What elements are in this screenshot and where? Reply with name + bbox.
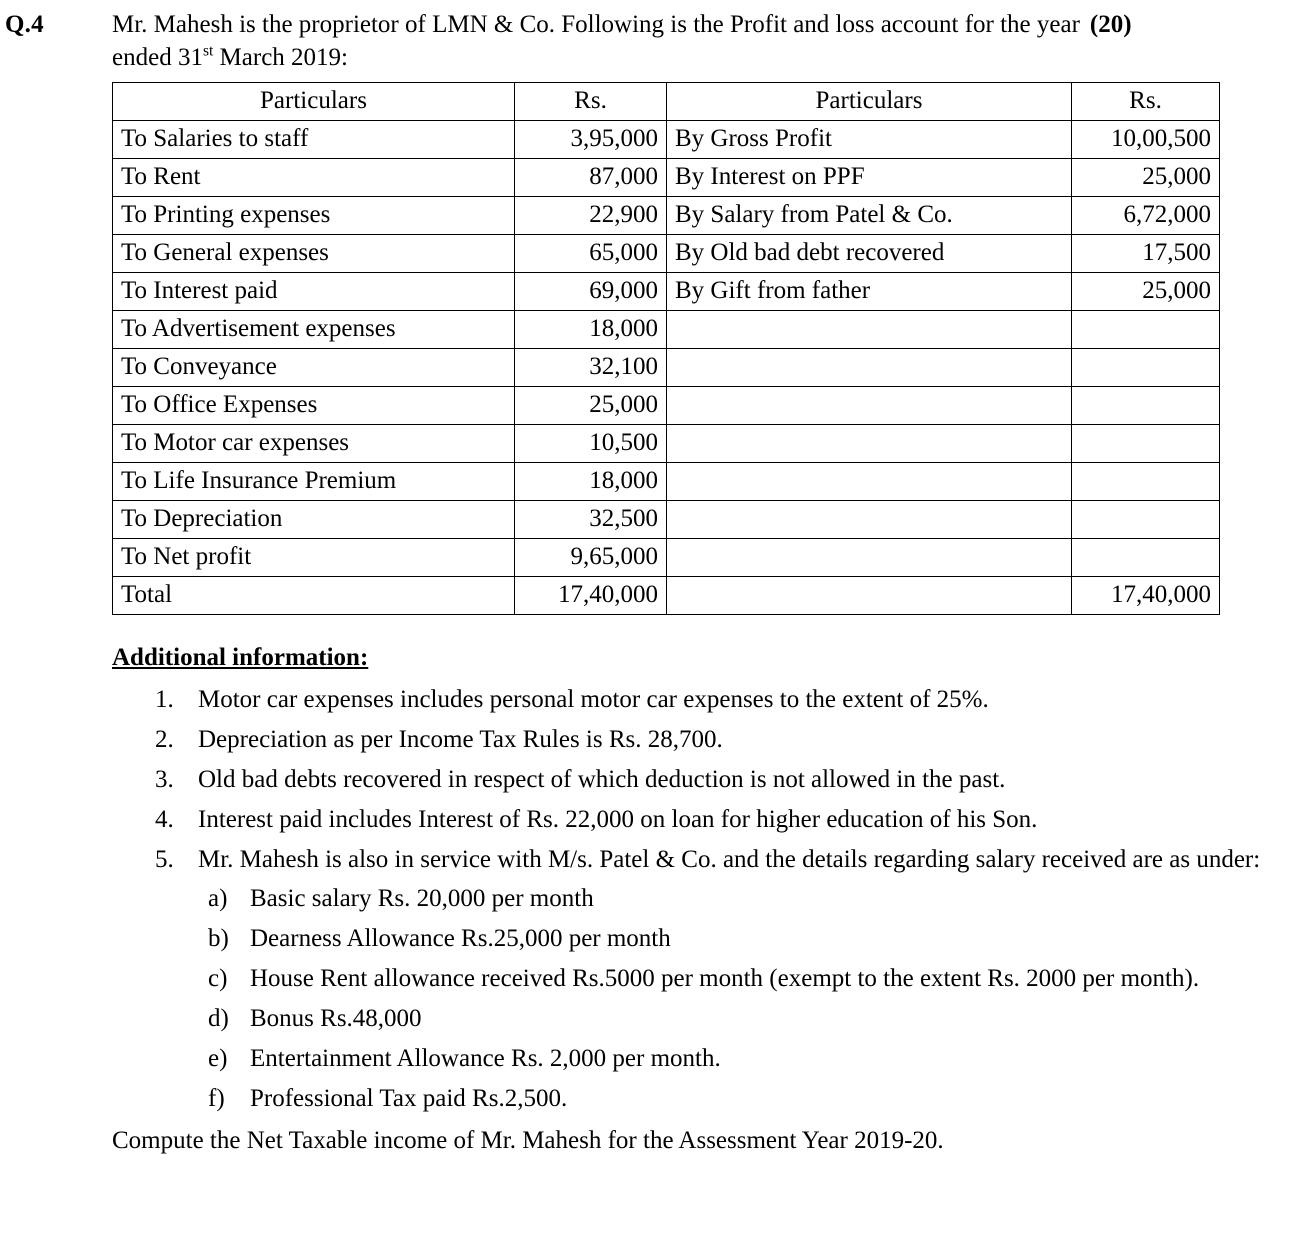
question-line-1	[112, 8, 1296, 41]
cell-credit-amount: 10,00,500	[1072, 120, 1220, 158]
cell-credit-particular	[667, 424, 1072, 462]
profit-and-loss-table	[112, 82, 1220, 615]
sublist-marker: f)	[208, 1084, 225, 1112]
list-item-text: Mr. Mahesh is also in service with M/s. Patel & Co. and the details regarding salary received are as under:	[198, 845, 1261, 873]
table-row	[113, 234, 1220, 272]
cell-debit-particular: To Motor car expenses	[113, 424, 515, 462]
cell-credit-amount: 25,000	[1072, 272, 1220, 310]
sublist-item	[198, 959, 1302, 998]
table-row	[113, 158, 1220, 196]
column-header-debit-particulars: Particulars	[113, 82, 515, 120]
list-marker: 1.	[155, 685, 174, 713]
cell-debit-particular: Total	[113, 576, 515, 614]
list-marker: 2.	[155, 725, 174, 753]
list-item-text: Depreciation as per Income Tax Rules is Rs. 28,700.	[198, 725, 723, 753]
cell-credit-amount	[1072, 386, 1220, 424]
sublist-item	[198, 1039, 1302, 1078]
table-row	[113, 424, 1220, 462]
cell-credit-particular: By Gift from father	[667, 272, 1072, 310]
cell-credit-particular: By Interest on PPF	[667, 158, 1072, 196]
cell-credit-amount: 25,000	[1072, 158, 1220, 196]
cell-credit-particular	[667, 576, 1072, 614]
list-item	[112, 840, 1302, 1118]
period-suffix: March 2019:	[213, 44, 348, 72]
cell-debit-amount: 3,95,000	[515, 120, 667, 158]
list-item	[112, 720, 1302, 759]
question-number: Q.4	[5, 11, 44, 38]
closing-instruction: Compute the Net Taxable income of Mr. Mahesh for the Assessment Year 2019-20.	[112, 1126, 944, 1154]
cell-credit-particular: By Old bad debt recovered	[667, 234, 1072, 272]
sublist-marker: b)	[208, 924, 229, 952]
cell-credit-particular: By Gross Profit	[667, 120, 1072, 158]
list-marker: 5.	[155, 845, 174, 873]
table-row	[113, 462, 1220, 500]
cell-debit-amount: 32,500	[515, 500, 667, 538]
list-marker: 4.	[155, 805, 174, 833]
table-header	[113, 82, 1220, 120]
table-row	[113, 310, 1220, 348]
cell-debit-amount: 17,40,000	[515, 576, 667, 614]
cell-credit-amount	[1072, 500, 1220, 538]
additional-information-list	[112, 680, 1302, 1118]
cell-credit-amount: 17,40,000	[1072, 576, 1220, 614]
cell-credit-particular	[667, 538, 1072, 576]
sublist-item	[198, 879, 1302, 918]
table-row	[113, 500, 1220, 538]
additional-information-title: Additional information:	[112, 643, 369, 671]
cell-debit-amount: 69,000	[515, 272, 667, 310]
column-header-credit-amount: Rs.	[1072, 82, 1220, 120]
cell-debit-particular: To Conveyance	[113, 348, 515, 386]
cell-credit-amount	[1072, 424, 1220, 462]
question-statement-part-1: Mr. Mahesh is the proprietor of LMN & Co. Following is the Profit and loss account for the year	[112, 11, 1080, 38]
sublist-marker: c)	[208, 964, 228, 992]
question-line-2	[112, 41, 1296, 74]
cell-credit-amount	[1072, 310, 1220, 348]
profit-and-loss-table-wrapper	[112, 82, 1219, 615]
table-body	[113, 120, 1220, 614]
cell-credit-particular	[667, 386, 1072, 424]
sublist-item-text: Bonus Rs.48,000	[250, 1004, 422, 1032]
cell-debit-amount: 18,000	[515, 310, 667, 348]
cell-debit-particular: To Net profit	[113, 538, 515, 576]
additional-information-section	[112, 641, 1302, 1118]
cell-debit-amount: 87,000	[515, 158, 667, 196]
list-item	[112, 680, 1302, 719]
cell-debit-amount: 32,100	[515, 348, 667, 386]
cell-debit-particular: To Advertisement expenses	[113, 310, 515, 348]
sublist-marker: a)	[208, 884, 228, 912]
cell-credit-amount: 17,500	[1072, 234, 1220, 272]
sublist-marker: e)	[208, 1044, 228, 1072]
cell-debit-amount: 22,900	[515, 196, 667, 234]
cell-credit-amount: 6,72,000	[1072, 196, 1220, 234]
question-marks: (20)	[1089, 11, 1132, 38]
cell-debit-particular: To Rent	[113, 158, 515, 196]
sublist-item-text: Professional Tax paid Rs.2,500.	[250, 1084, 568, 1112]
cell-credit-particular	[667, 462, 1072, 500]
salary-details-sublist	[198, 879, 1302, 1118]
sublist-marker: d)	[208, 1004, 229, 1032]
list-item-text: Motor car expenses includes personal motor car expenses to the extent of 25%.	[198, 685, 989, 713]
column-header-credit-particulars: Particulars	[667, 82, 1072, 120]
cell-debit-particular: To Interest paid	[113, 272, 515, 310]
cell-debit-amount: 25,000	[515, 386, 667, 424]
list-item	[112, 760, 1302, 799]
cell-debit-amount: 9,65,000	[515, 538, 667, 576]
period-prefix: ended 31	[112, 44, 203, 72]
list-item-text: Interest paid includes Interest of Rs. 22,000 on loan for higher education of his Son.	[198, 805, 1038, 833]
table-row	[113, 576, 1220, 614]
table-row	[113, 538, 1220, 576]
cell-credit-particular	[667, 348, 1072, 386]
cell-debit-particular: To Life Insurance Premium	[113, 462, 515, 500]
cell-credit-amount	[1072, 538, 1220, 576]
sublist-item	[198, 919, 1302, 958]
list-item-text: Old bad debts recovered in respect of which deduction is not allowed in the past.	[198, 765, 1006, 793]
sublist-item-text: Dearness Allowance Rs.25,000 per month	[250, 924, 671, 952]
sublist-item	[198, 1079, 1302, 1118]
table-row	[113, 348, 1220, 386]
cell-debit-particular: To Salaries to staff	[113, 120, 515, 158]
cell-credit-amount	[1072, 462, 1220, 500]
sublist-item-text: Entertainment Allowance Rs. 2,000 per month.	[250, 1044, 721, 1072]
sublist-item-text: House Rent allowance received Rs.5000 per month (exempt to the extent Rs. 2000 per month).	[250, 964, 1200, 992]
list-marker: 3.	[155, 765, 174, 793]
cell-credit-amount	[1072, 348, 1220, 386]
cell-debit-particular: To General expenses	[113, 234, 515, 272]
table-header-row	[113, 82, 1220, 120]
sublist-item	[198, 999, 1302, 1038]
table-row	[113, 386, 1220, 424]
question-header	[0, 8, 1302, 75]
sublist-item-text: Basic salary Rs. 20,000 per month	[250, 884, 594, 912]
cell-debit-amount: 18,000	[515, 462, 667, 500]
cell-credit-particular	[667, 500, 1072, 538]
table-row	[113, 120, 1220, 158]
cell-credit-particular: By Salary from Patel & Co.	[667, 196, 1072, 234]
cell-debit-particular: To Printing expenses	[113, 196, 515, 234]
ordinal-suffix: st	[202, 42, 214, 60]
list-item	[112, 800, 1302, 839]
cell-credit-particular	[667, 310, 1072, 348]
cell-debit-amount: 65,000	[515, 234, 667, 272]
cell-debit-particular: To Depreciation	[113, 500, 515, 538]
column-header-debit-amount: Rs.	[515, 82, 667, 120]
cell-debit-particular: To Office Expenses	[113, 386, 515, 424]
table-row	[113, 196, 1220, 234]
cell-debit-amount: 10,500	[515, 424, 667, 462]
additional-information-heading-wrap	[112, 641, 1302, 674]
table-row	[113, 272, 1220, 310]
